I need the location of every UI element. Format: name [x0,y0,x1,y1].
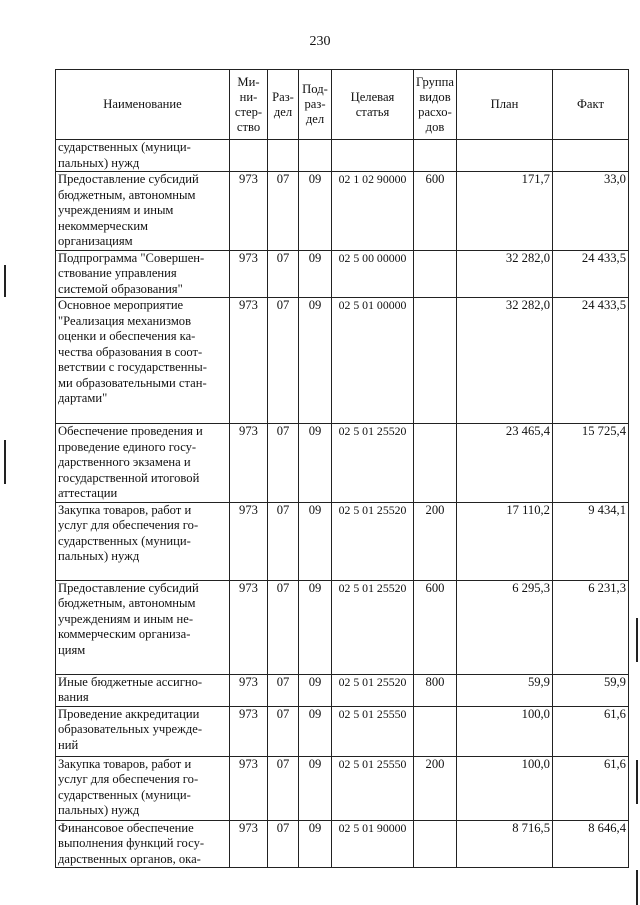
table-header-row [56,70,629,140]
cell-subsection: 09 [299,172,332,251]
cell-subsection: 09 [299,424,332,503]
cell-expense-group: 600 [414,580,457,674]
cell-expense-group: 200 [414,756,457,820]
table-row [56,820,629,868]
table-row [56,756,629,820]
margin-mark [4,265,6,297]
cell-expense-group [414,820,457,868]
cell-plan: 8 716,5 [456,820,552,868]
cell-ministry: 973 [230,298,268,424]
cell-expense-group: 800 [414,674,457,706]
table-row [56,140,629,172]
cell-target: 02 5 01 90000 [332,820,414,868]
column-header-fact: Факт [552,70,628,140]
cell-ministry: 973 [230,820,268,868]
cell-fact: 8 646,4 [552,820,628,868]
table-row [56,502,629,580]
table-row [56,298,629,424]
cell-target: 02 5 01 25550 [332,706,414,756]
cell-ministry: 973 [230,674,268,706]
cell-target: 02 5 01 25520 [332,424,414,503]
cell-target: 02 1 02 90000 [332,172,414,251]
cell-name: Иные бюджетные ассигно- вания [56,674,230,706]
column-header-target: Целевая статья [332,70,414,140]
cell-section: 07 [268,820,299,868]
page-number: 230 [309,34,331,49]
cell-name: Финансовое обеспечение выполнения функций госу- дарственных органов, ока- [56,820,230,868]
cell-subsection: 09 [299,502,332,580]
cell-section: 07 [268,756,299,820]
cell-target: 02 5 01 25520 [332,502,414,580]
margin-mark [636,760,638,804]
cell-section: 07 [268,706,299,756]
cell-fact: 61,6 [552,706,628,756]
cell-plan: 23 465,4 [456,424,552,503]
cell-subsection: 09 [299,706,332,756]
table-row [56,172,629,251]
cell-plan: 100,0 [456,756,552,820]
cell-ministry: 973 [230,250,268,298]
cell-fact: 9 434,1 [552,502,628,580]
cell-section: 07 [268,172,299,251]
cell-name: Основное мероприятие "Реализация механизмов оценки и обеспечения ка- чества образования в соот- ветствии с государственны- ми образовательными стан- дартами" [56,298,230,424]
cell-target: 02 5 01 00000 [332,298,414,424]
cell-section: 07 [268,674,299,706]
cell-name: сударственных (муници- пальных) нужд [56,140,230,172]
margin-mark [4,440,6,484]
cell-plan: 100,0 [456,706,552,756]
table-row [56,580,629,674]
cell-subsection: 09 [299,298,332,424]
cell-expense-group: 200 [414,502,457,580]
table-row [56,250,629,298]
cell-expense-group: 600 [414,172,457,251]
cell-fact: 24 433,5 [552,250,628,298]
cell-plan [456,140,552,172]
cell-plan: 32 282,0 [456,298,552,424]
budget-table [55,69,629,868]
cell-subsection: 09 [299,580,332,674]
cell-target: 02 5 00 00000 [332,250,414,298]
cell-name: Закупка товаров, работ и услуг для обеспечения го- сударственных (муници- пальных) нужд [56,502,230,580]
cell-fact: 59,9 [552,674,628,706]
cell-expense-group [414,250,457,298]
table-row [56,674,629,706]
margin-mark [636,870,638,905]
cell-ministry: 973 [230,756,268,820]
cell-fact: 24 433,5 [552,298,628,424]
cell-subsection: 09 [299,674,332,706]
cell-ministry [230,140,268,172]
cell-section: 07 [268,502,299,580]
cell-name: Предоставление субсидий бюджетным, автономным учреждениям и иным не- коммерческим организа- циям [56,580,230,674]
cell-expense-group [414,298,457,424]
cell-target: 02 5 01 25520 [332,580,414,674]
cell-target [332,140,414,172]
cell-section: 07 [268,298,299,424]
cell-ministry: 973 [230,580,268,674]
cell-ministry: 973 [230,706,268,756]
column-header-section: Раз- дел [268,70,299,140]
cell-plan: 59,9 [456,674,552,706]
cell-target: 02 5 01 25550 [332,756,414,820]
cell-ministry: 973 [230,172,268,251]
cell-subsection [299,140,332,172]
cell-name: Подпрограмма "Совершен- ствование управления системой образования" [56,250,230,298]
cell-fact: 6 231,3 [552,580,628,674]
cell-fact: 61,6 [552,756,628,820]
cell-plan: 6 295,3 [456,580,552,674]
cell-target: 02 5 01 25520 [332,674,414,706]
margin-mark [636,618,638,662]
cell-section: 07 [268,424,299,503]
cell-fact [552,140,628,172]
cell-ministry: 973 [230,502,268,580]
column-header-expense-group: Группа видов расхо- дов [414,70,457,140]
cell-name: Обеспечение проведения и проведение единого госу- дарственного экзамена и государственной итоговой аттестации [56,424,230,503]
cell-expense-group [414,424,457,503]
cell-fact: 33,0 [552,172,628,251]
cell-expense-group [414,140,457,172]
cell-subsection: 09 [299,250,332,298]
table-row [56,706,629,756]
cell-name: Предоставление субсидий бюджетным, автономным учреждениям и иным некоммерческим организациям [56,172,230,251]
cell-ministry: 973 [230,424,268,503]
column-header-subsection: Под- раз- дел [299,70,332,140]
cell-section: 07 [268,250,299,298]
cell-section [268,140,299,172]
cell-section: 07 [268,580,299,674]
cell-plan: 17 110,2 [456,502,552,580]
cell-name: Закупка товаров, работ и услуг для обеспечения го- сударственных (муници- пальных) нужд [56,756,230,820]
cell-fact: 15 725,4 [552,424,628,503]
cell-subsection: 09 [299,756,332,820]
cell-plan: 32 282,0 [456,250,552,298]
column-header-plan: План [456,70,552,140]
column-header-ministry: Ми- ни- стер- ство [230,70,268,140]
table-row [56,424,629,503]
cell-subsection: 09 [299,820,332,868]
cell-expense-group [414,706,457,756]
table-body [56,140,629,868]
cell-plan: 171,7 [456,172,552,251]
column-header-name: Наименование [56,70,230,140]
cell-name: Проведение аккредитации образовательных учрежде- ний [56,706,230,756]
